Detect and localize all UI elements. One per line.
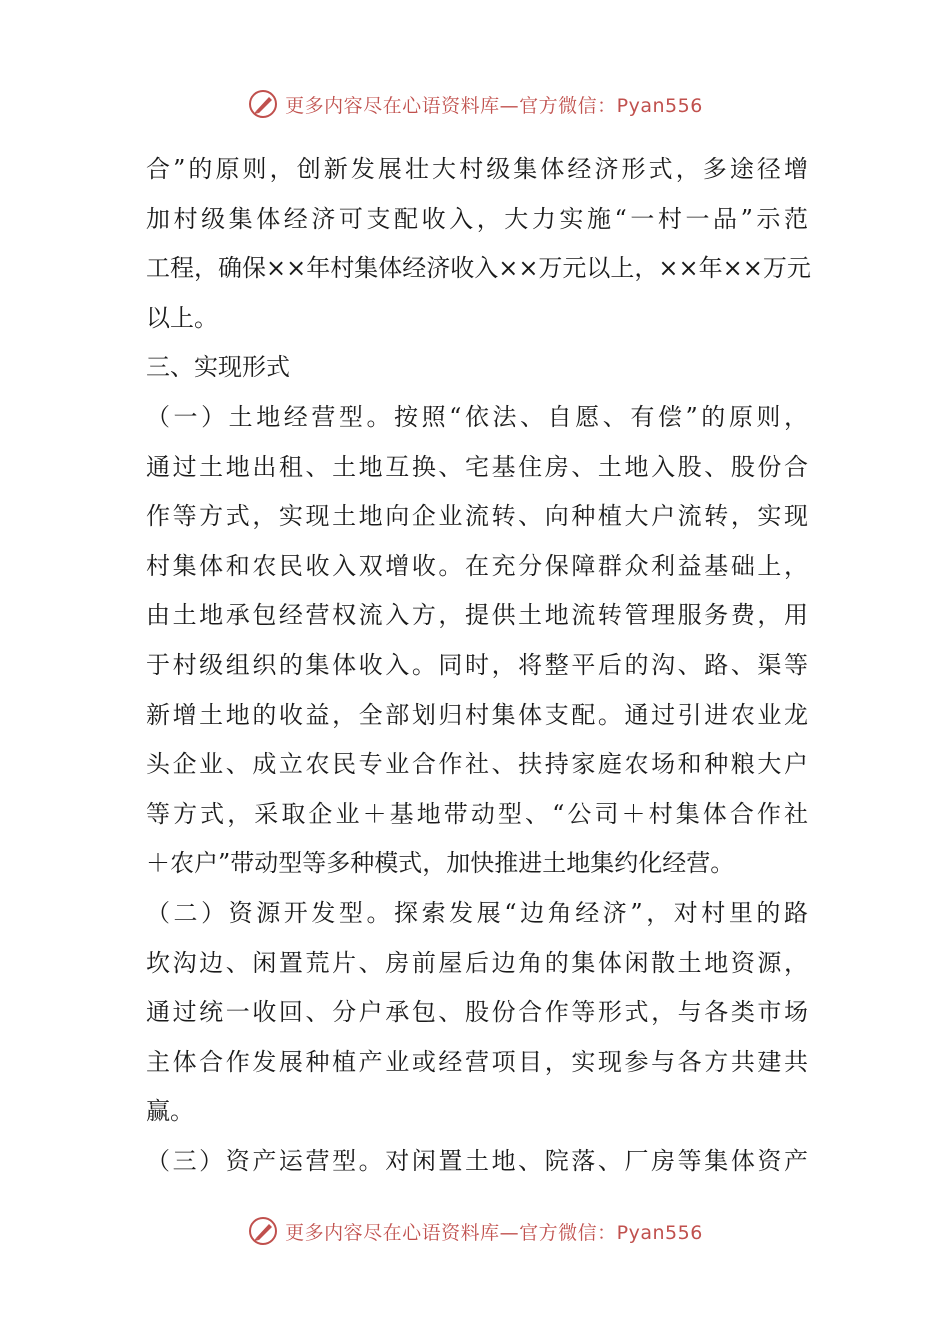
body-line: 工程，确保××年村集体经济收入××万元以上，××年××万元	[146, 254, 811, 283]
header-watermark	[0, 84, 950, 124]
body-line: 主体合作发展种植产业或经营项目，实现参与各方共建共	[146, 1047, 808, 1076]
body-line: 赢。	[146, 1097, 194, 1126]
body-line: 通过统一收回、分户承包、股份合作等形式，与各类市场	[146, 998, 808, 1027]
body-line: （二）资源开发型。探索发展“边角经济”，对村里的路	[146, 898, 808, 927]
body-line: 加村级集体经济可支配收入，大力实施“一村一品”示范	[146, 204, 808, 233]
body-line: 等方式，采取企业＋基地带动型、“公司＋村集体合作社	[146, 799, 808, 828]
body-line: 头企业、成立农民专业合作社、扶持家庭农场和种粮大户	[146, 750, 808, 779]
footer-watermark-text: 更多内容尽在心语资料库—官方微信：Pyan556	[285, 1221, 703, 1244]
header-watermark-text: 更多内容尽在心语资料库—官方微信：Pyan556	[285, 94, 703, 117]
pen-logo-icon	[247, 1215, 279, 1247]
body-line: 合”的原则，创新发展壮大村级集体经济形式，多途径增	[146, 155, 808, 183]
body-line: 村集体和农民收入双增收。在充分保障群众利益基础上，	[146, 551, 808, 580]
footer-watermark	[0, 1211, 950, 1251]
body-line: 于村级组织的集体收入。同时，将整平后的沟、路、渠等	[146, 650, 808, 679]
body-line: （一）土地经营型。按照“依法、自愿、有偿”的原则，	[146, 402, 808, 431]
body-line: （三）资产运营型。对闲置土地、院落、厂房等集体资产	[146, 1146, 808, 1175]
pen-logo-icon	[247, 88, 279, 120]
section-heading: 三、实现形式	[146, 353, 290, 382]
body-line: 以上。	[146, 303, 218, 332]
body-line: ＋农户”带动型等多种模式，加快推进土地集约化经营。	[146, 849, 735, 878]
body-line: 坎沟边、闲置荒片、房前屋后边角的集体闲散土地资源，	[146, 948, 808, 977]
body-line: 新增土地的收益，全部划归村集体支配。通过引进农业龙	[146, 700, 808, 729]
body-line: 由土地承包经营权流入方，提供土地流转管理服务费，用	[146, 601, 808, 630]
document-body	[146, 145, 811, 1186]
body-line: 作等方式，实现土地向企业流转、向种植大户流转，实现	[146, 502, 808, 531]
body-line: 通过土地出租、土地互换、宅基住房、土地入股、股份合	[146, 452, 808, 481]
